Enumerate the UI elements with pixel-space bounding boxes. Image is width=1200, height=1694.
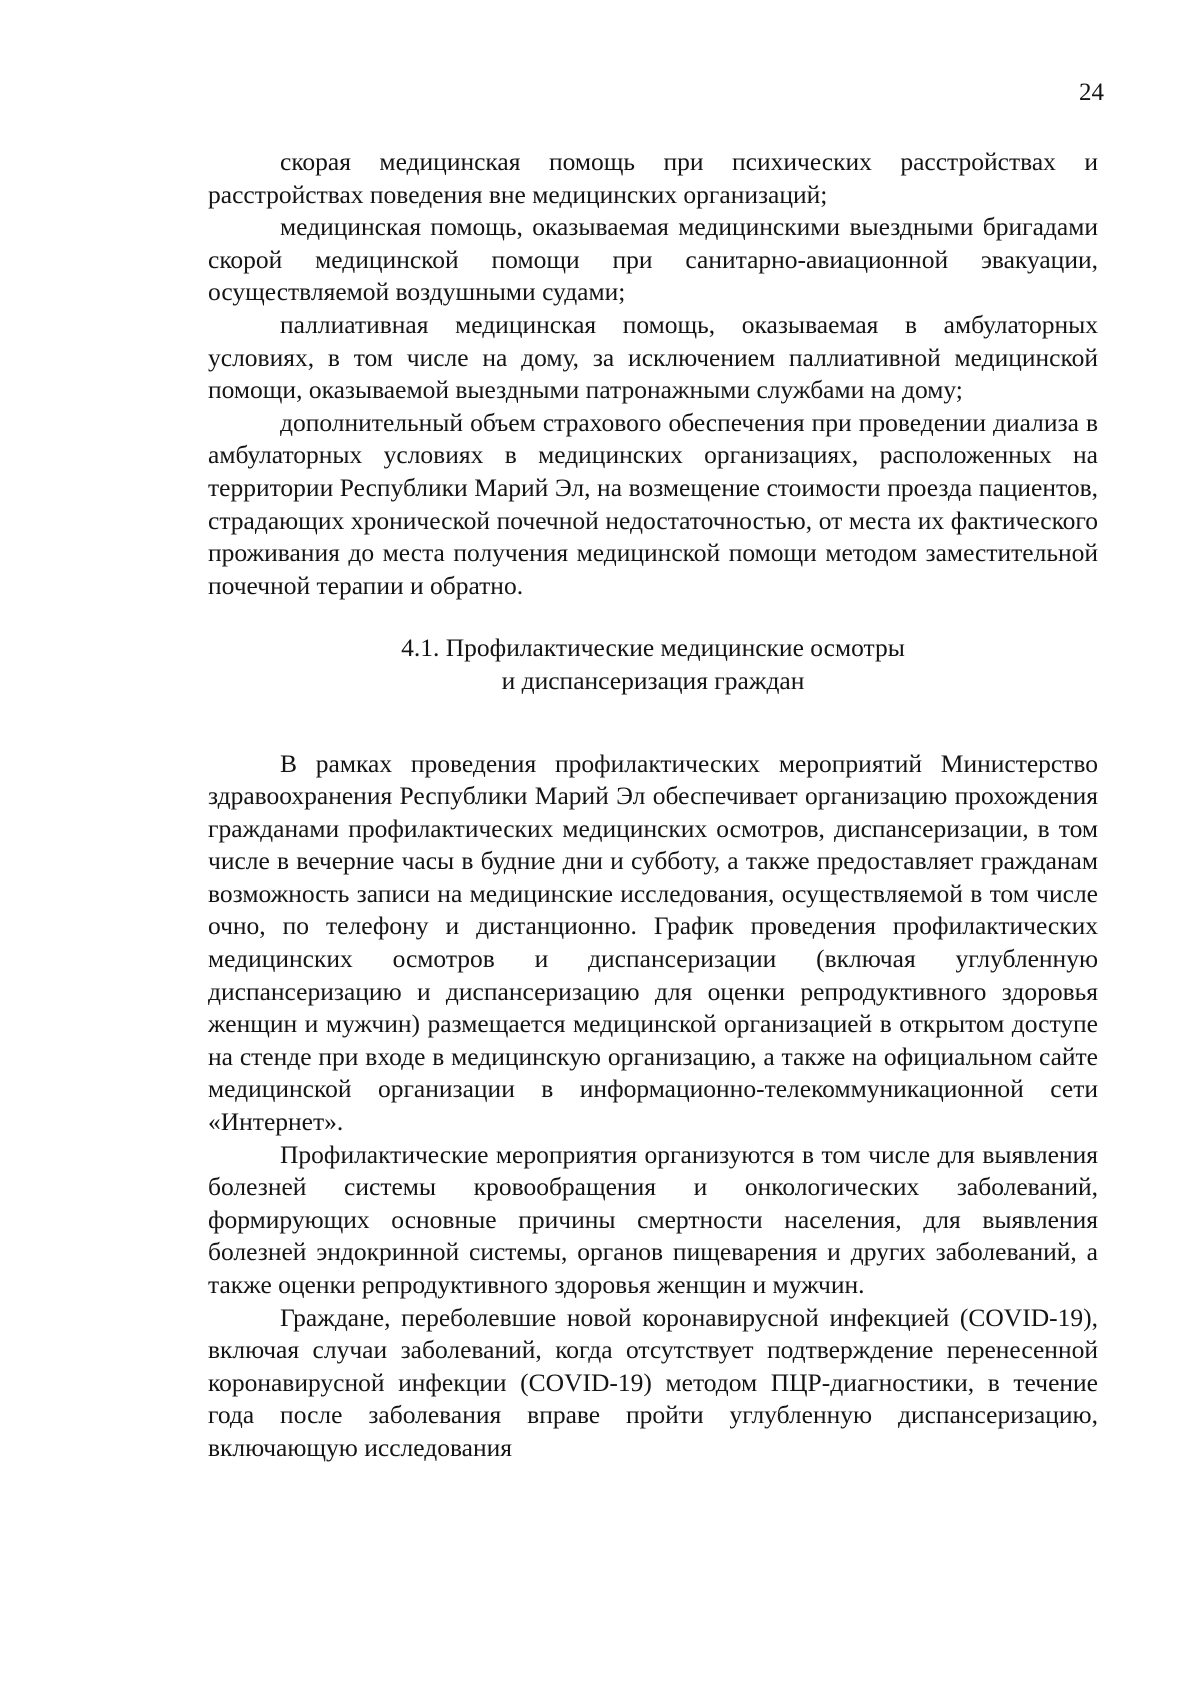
section-heading-line-2: и диспансеризация граждан [501, 665, 805, 695]
section-heading [208, 632, 1098, 697]
paragraph: Профилактические мероприятия организуются в том числе для выявления болезней системы кровообращения и онкологических заболеваний, формирующих основные причины смертности населения, для выявления болезней эндокринной системы, органов пищеварения и других заболеваний, а также оценки репродуктивного здоровья женщин и мужчин. [208, 1139, 1098, 1299]
paragraph: В рамках проведения профилактических мероприятий Министерство здравоохранения Республики Марий Эл обеспечивает организацию прохождения гражданами профилактических медицинских осмотров, диспансеризации, в том числе в вечерние часы в будние дни и субботу, а также предоставляет гражданам возможность записи на медицинские исследования, осуществляемой в том числе очно, по телефону и дистанционно. График проведения профилактических медицинских осмотров и диспансеризации (включая углубленную диспансеризацию и диспансеризацию для оценки репродуктивного здоровья женщин и мужчин) размещается медицинской организацией в открытом доступе на стенде при входе в медицинскую организацию, а также на официальном сайте медицинской организации в информационно-телекоммуникационной сети «Интернет». [208, 748, 1098, 1137]
section-heading-line-1: 4.1. Профилактические медицинские осмотры [401, 633, 905, 663]
page-number: 24 [1079, 79, 1104, 106]
paragraph: паллиативная медицинская помощь, оказываемая в амбулаторных условиях, в том числе на дому, за исключением паллиативной медицинской помощи, оказываемой выездными патронажными службами на дому; [208, 309, 1098, 405]
paragraph: дополнительный объем страхового обеспечения при проведении диализа в амбулаторных условиях в медицинских организациях, расположенных на территории Республики Марий Эл, на возмещение стоимости проезда пациентов, страдающих хронической почечной недостаточностью, от места их фактического проживания до места получения медицинской помощи методом заместительной почечной терапии и обратно. [208, 407, 1098, 600]
document-body [208, 146, 1098, 1465]
paragraph: Граждане, переболевшие новой коронавирусной инфекцией (COVID-19), включая случаи заболеваний, когда отсутствует подтверждение перенесенной коронавирусной инфекции (COVID-19) методом ПЦР-диагностики, в течение года после заболевания вправе пройти углубленную диспансеризацию, включающую исследования [208, 1302, 1098, 1462]
paragraph: скорая медицинская помощь при психических расстройствах и расстройствах поведения вне медицинских организаций; [208, 147, 1098, 209]
paragraph: медицинская помощь, оказываемая медицинскими выездными бригадами скорой медицинской помощи при санитарно-авиационной эвакуации, осуществляемой воздушными судами; [208, 212, 1098, 307]
